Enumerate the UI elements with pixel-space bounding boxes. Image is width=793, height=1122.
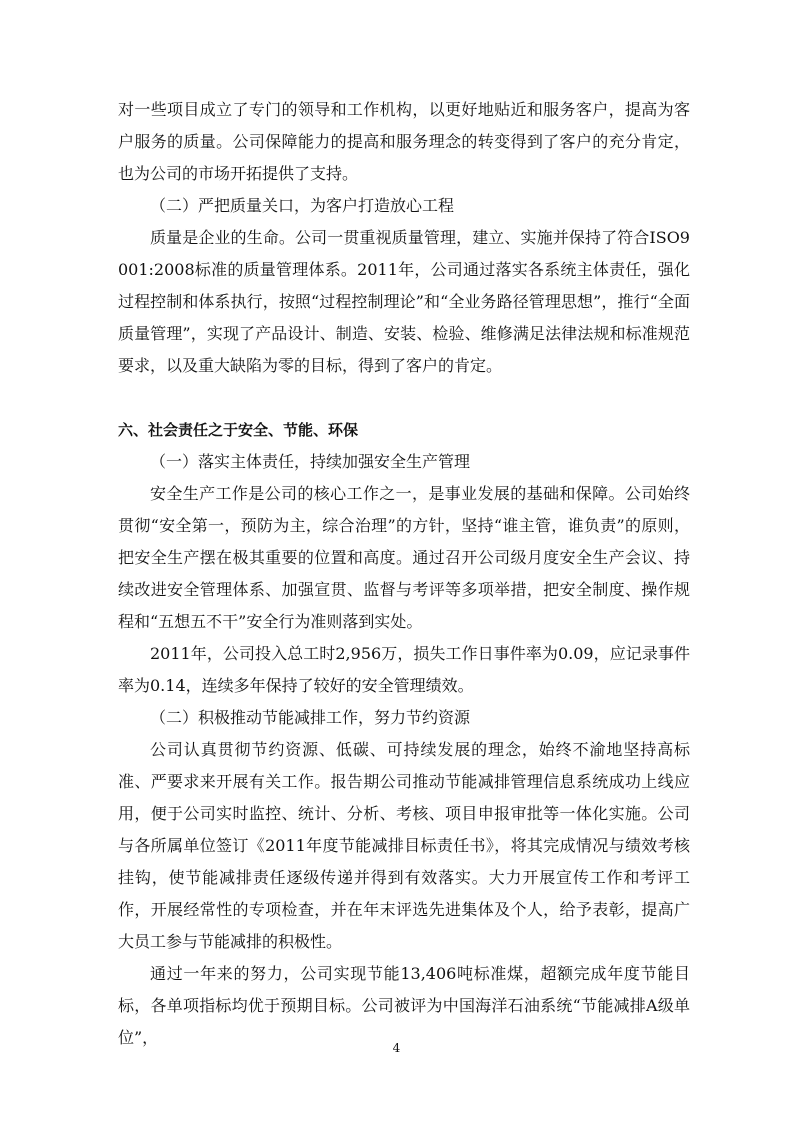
paragraph-energy-saving-work: 公司认真贯彻节约资源、低碳、可持续发展的理念，始终不渝地坚持高标准、严要求来开展有关工作。报告期公司推动节能减排管理信息系统成功上线应用，便于公司实时监控、统计、分析、考核、项目申报审批等一体化实施。公司与各所属单位签订《2011年度节能减排目标责任书》，将其完成情况与绩效考核挂钩，使节能减排责任逐级传递并得到有效落实。大力开展宣传工作和考评工作，开展经常性的专项检查，并在年末评选先进集体及个人，给予表彰，提高广大员工参与节能减排的积极性。 — [118, 740, 690, 951]
paragraph-quality-management: 质量是企业的生命。公司一贯重视质量管理，建立、实施并保持了符合ISO9001:2008标准的质量管理体系。2011年，公司通过落实各系统主体责任，强化过程控制和体系执行，按照“过程控制理论”和“全业务路径管理思想”，推行“全面质量管理”，实现了产品设计、制造、安装、检验、维修满足法律法规和标准规范要求，以及重大缺陷为零的目标，得到了客户的肯定。 — [118, 228, 690, 375]
page-number: 4 — [392, 1041, 401, 1055]
paragraph-service-quality: 对一些项目成立了专门的领导和工作机构，以更好地贴近和服务客户，提高为客户服务的质量。公司保障能力的提高和服务理念的转变得到了客户的充分肯定，也为公司的市场开拓提供了支持。 — [118, 100, 690, 183]
section-heading-social-responsibility: 六、社会责任之于安全、节能、环保 — [118, 421, 359, 439]
subheading-safety-production: （一）落实主体责任，持续加强安全生产管理 — [150, 452, 471, 471]
paragraph-energy-saving-results: 通过一年来的努力，公司实现节能13,406吨标准煤，超额完成年度节能目标，各单项指标均优于预期目标。公司被评为中国海洋石油系统“节能减排A级单位”， — [118, 964, 690, 1047]
paragraph-safety-management: 安全生产工作是公司的核心工作之一，是事业发展的基础和保障。公司始终贯彻“安全第一，预防为主，综合治理”的方针，坚持“谁主管，谁负责”的原则，把安全生产摆在极其重要的位置和高度。通过召开公司级月度安全生产会议、持续改进安全管理体系、加强宣贯、监督与考评等多项举措，把安全制度、操作规程和“五想五不干”安全行为准则落到实处。 — [118, 484, 690, 631]
subheading-energy-saving: （二）积极推动节能减排工作，努力节约资源 — [150, 708, 471, 727]
document-body — [118, 94, 690, 1054]
paragraph-safety-statistics: 2011年，公司投入总工时2,956万，损失工作日事件率为0.09，应记录事件率为0.14，连续多年保持了较好的安全管理绩效。 — [118, 644, 690, 695]
subheading-quality-control: （二）严把质量关口，为客户打造放心工程 — [150, 196, 455, 215]
